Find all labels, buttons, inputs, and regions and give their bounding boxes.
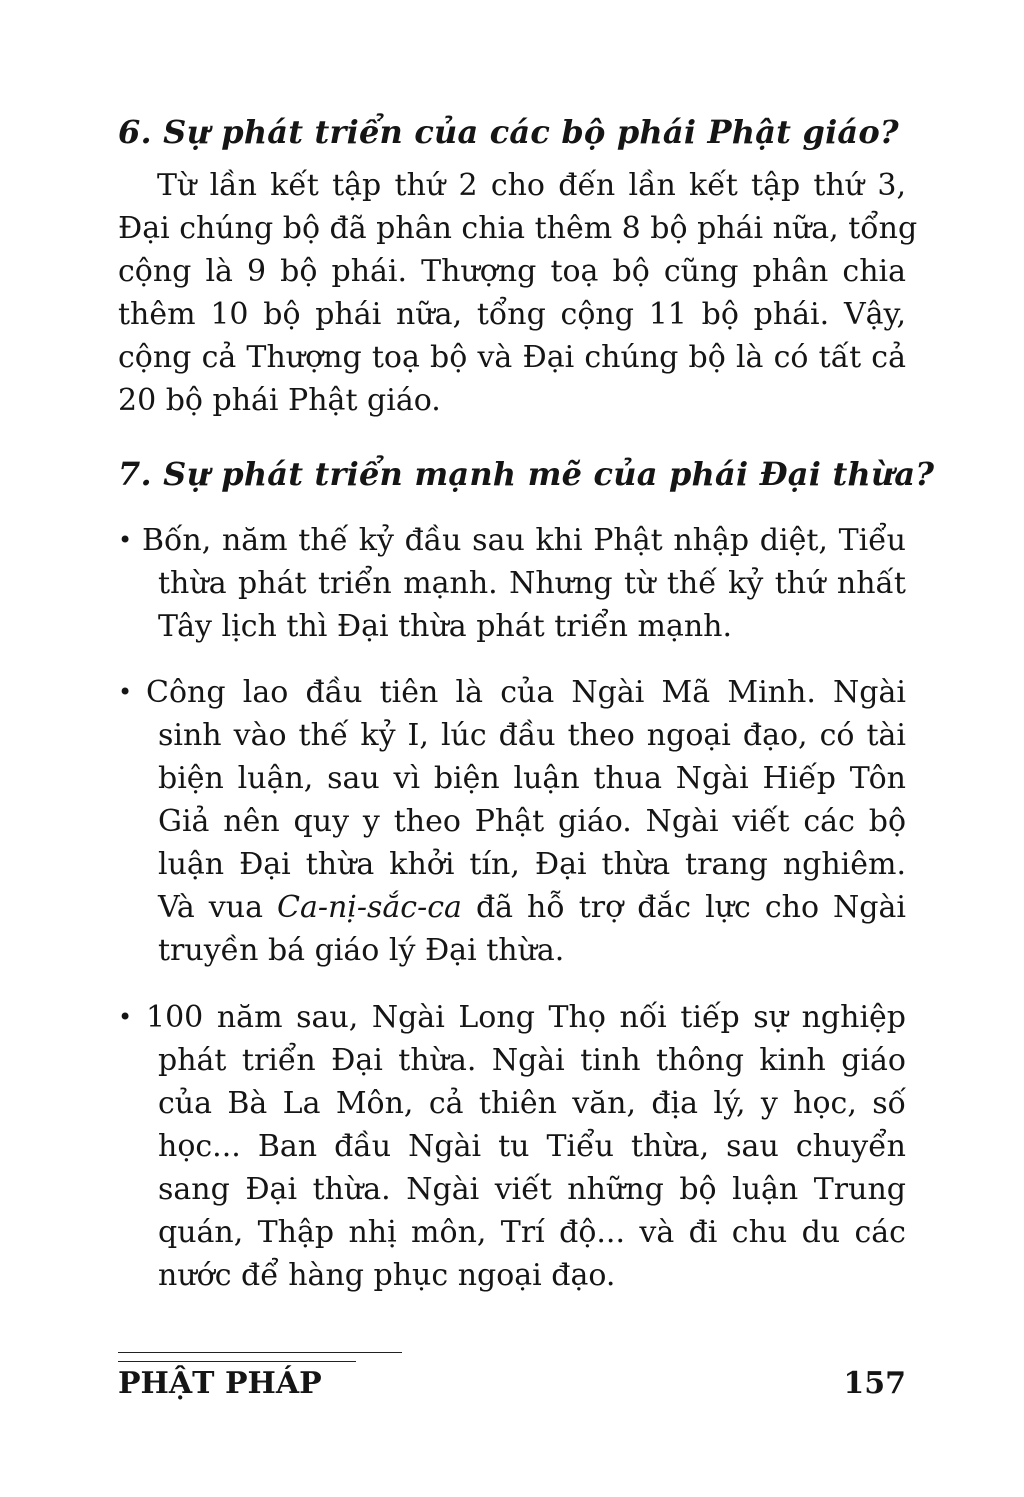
bullet-3-line-4: học... Ban đầu Ngài tu Tiểu thừa, sau chuyển xyxy=(158,1129,906,1164)
bullet-2-marker: • xyxy=(118,678,133,706)
bullet-1-line-2: thừa phát triển mạnh. Nhưng từ thế kỷ thứ nhất xyxy=(158,566,906,601)
page-number: 157 xyxy=(843,1366,906,1401)
section-6-line-5: cộng cả Thượng toạ bộ và Đại chúng bộ là có tất cả xyxy=(118,340,906,375)
king-name-italic: Ca-nị-sắc-ca xyxy=(276,890,462,925)
bullet-3-line-1: 100 năm sau, Ngài Long Thọ nối tiếp sự nghiệp xyxy=(146,1000,906,1035)
bullet-2-line-6-before: Và vua xyxy=(158,890,263,925)
bullet-3-line-6: quán, Thập nhị môn, Trí độ... và đi chu du các xyxy=(158,1215,906,1250)
section-6-line-4: thêm 10 bộ phái nữa, tổng cộng 11 bộ phái. Vậy, xyxy=(118,297,906,332)
section-6-line-6: 20 bộ phái Phật giáo. xyxy=(118,383,441,418)
bullet-1-line-3: Tây lịch thì Đại thừa phát triển mạnh. xyxy=(158,609,733,644)
bullet-1-line-1: Bốn, năm thế kỷ đầu sau khi Phật nhập diệt, Tiểu xyxy=(142,523,906,558)
footer-rule-top xyxy=(118,1352,402,1353)
section-6-line-1: Từ lần kết tập thứ 2 cho đến lần kết tập thứ 3, xyxy=(157,168,906,203)
bullet-2-line-1: Công lao đầu tiên là của Ngài Mã Minh. Ngài xyxy=(146,675,906,710)
bullet-2-line-3: biện luận, sau vì biện luận thua Ngài Hiếp Tôn xyxy=(158,761,906,796)
bullet-3-line-2: phát triển Đại thừa. Ngài tinh thông kinh giáo xyxy=(158,1043,906,1078)
bullet-1-marker: • xyxy=(118,526,133,554)
bullet-3-marker: • xyxy=(118,1003,133,1031)
section-6-heading: 6. Sự phát triển của các bộ phái Phật giáo? xyxy=(118,113,899,151)
bullet-3-line-7: nước để hàng phục ngoại đạo. xyxy=(158,1258,616,1293)
bullet-2-line-6-after: đã hỗ trợ đắc lực cho Ngài xyxy=(475,890,906,925)
bullet-2-line-5: luận Đại thừa khởi tín, Đại thừa trang nghiêm. xyxy=(158,847,906,882)
bullet-3-line-5: sang Đại thừa. Ngài viết những bộ luận Trung xyxy=(158,1172,906,1207)
bullet-2-line-4: Giả nên quy y theo Phật giáo. Ngài viết các bộ xyxy=(158,804,906,839)
section-6-line-3: cộng là 9 bộ phái. Thượng toạ bộ cũng phân chia xyxy=(118,254,906,289)
section-7-heading: 7. Sự phát triển mạnh mẽ của phái Đại thừa? xyxy=(118,455,935,493)
bullet-3-line-3: của Bà La Môn, cả thiên văn, địa lý, y học, số xyxy=(158,1086,906,1121)
bullet-2-line-6 xyxy=(158,886,906,929)
section-6-line-2: Đại chúng bộ đã phân chia thêm 8 bộ phái nữa, tổng xyxy=(118,211,918,246)
bullet-2-line-7: truyền bá giáo lý Đại thừa. xyxy=(158,933,565,968)
running-footer-title: PHẬT PHÁP xyxy=(118,1366,322,1401)
bullet-2-line-2: sinh vào thế kỷ I, lúc đầu theo ngoại đạo, có tài xyxy=(158,718,906,753)
